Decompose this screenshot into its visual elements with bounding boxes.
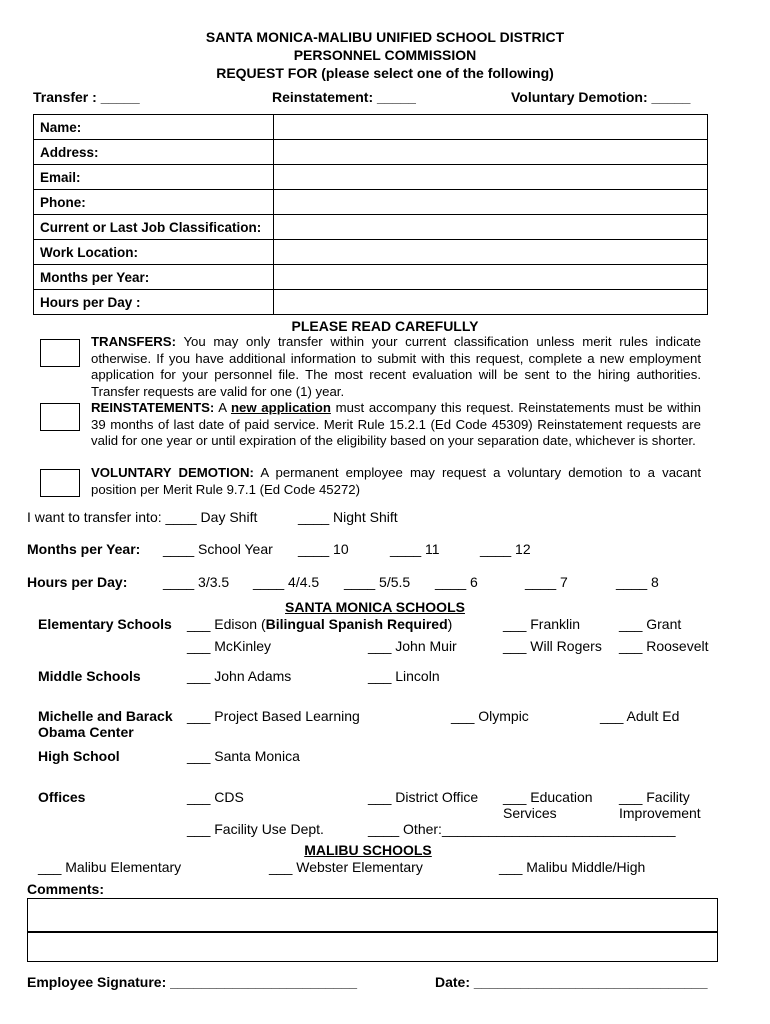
employee-signature-field[interactable]: Employee Signature: ________________________	[27, 974, 358, 990]
table-row	[34, 165, 708, 190]
email-field[interactable]	[274, 165, 708, 190]
john-muir-option[interactable]: ___ John Muir	[368, 638, 457, 654]
work-location-field[interactable]	[274, 240, 708, 265]
email-label: Email:	[34, 165, 274, 190]
edison-bilingual: Bilingual Spanish Required	[265, 616, 448, 632]
months-field[interactable]	[274, 265, 708, 290]
work-location-label: Work Location:	[34, 240, 274, 265]
education-services-option[interactable]: ___ Education	[503, 789, 593, 805]
months-label: Months per Year:	[34, 265, 274, 290]
transfers-heading: TRANSFERS:	[91, 334, 176, 349]
webster-elementary-option[interactable]: ___ Webster Elementary	[269, 859, 423, 875]
project-based-learning-option[interactable]: ___ Project Based Learning	[187, 708, 360, 724]
roosevelt-option[interactable]: ___ Roosevelt	[619, 638, 709, 654]
table-row	[34, 215, 708, 240]
edison-post: )	[447, 616, 453, 632]
table-row	[34, 190, 708, 215]
months-11-option[interactable]: ____ 11	[390, 541, 440, 557]
reinstatements-heading: REINSTATEMENTS:	[91, 400, 215, 415]
table-row	[34, 140, 708, 165]
transfer-option[interactable]: Transfer : _____	[33, 89, 140, 105]
read-carefully-heading: PLEASE READ CAREFULLY	[291, 318, 479, 334]
name-label: Name:	[34, 115, 274, 140]
transfers-paragraph	[91, 334, 701, 400]
offices-label: Offices	[38, 789, 86, 805]
middle-schools-label: Middle Schools	[38, 668, 141, 684]
hours-field[interactable]	[274, 290, 708, 315]
edison-pre: ___ Edison (	[187, 616, 266, 632]
malibu-middle-high-option[interactable]: ___ Malibu Middle/High	[499, 859, 646, 875]
school-year-option[interactable]: ____ School Year	[163, 541, 273, 557]
table-row	[34, 290, 708, 315]
demotion-checkbox[interactable]	[40, 469, 80, 497]
hours-per-day-label: Hours per Day:	[27, 574, 128, 590]
request-title: REQUEST FOR (please select one of the following)	[216, 65, 554, 81]
hours-4-option[interactable]: ____ 4/4.5	[253, 574, 320, 590]
transfers-text: You may only transfer within your current classification unless merit rules indicate otherwise. If you have additional information to submit with this request, complete a new employment application for your personnel file. The most recent evaluation will be sent to the hiring authorities. Transfer requests are valid for one (1) year.	[91, 334, 701, 399]
table-row	[34, 240, 708, 265]
hours-6-option[interactable]: ____ 6	[435, 574, 478, 590]
adult-ed-option[interactable]: ___ Adult Ed	[600, 708, 680, 724]
facility-improvement-label-2: Improvement	[619, 805, 701, 821]
malibu-elementary-option[interactable]: ___ Malibu Elementary	[38, 859, 182, 875]
hours-3-option[interactable]: ____ 3/3.5	[163, 574, 230, 590]
district-title: SANTA MONICA-MALIBU UNIFIED SCHOOL DISTRICT	[205, 29, 565, 45]
date-field[interactable]: Date: ______________________________	[435, 974, 708, 990]
commission-title: PERSONNEL COMMISSION	[293, 47, 477, 63]
olympic-option[interactable]: ___ Olympic	[451, 708, 529, 724]
months-per-year-label: Months per Year:	[27, 541, 141, 557]
district-office-option[interactable]: ___ District Office	[368, 789, 479, 805]
reinstatements-text: must accompany this request. Reinstatements must be within 39 months of last date of paid service. Merit Rule 15.2.1 (Ed Code 45309) Reinstatement requests are valid for one year or until expiration of the eligibility based on your separation date, whichever is shorter.	[91, 400, 701, 448]
santa-monica-heading: SANTA MONICA SCHOOLS	[285, 599, 465, 615]
employee-info-table	[33, 114, 708, 315]
demotion-text: A permanent employee may request a voluntary demotion to a vacant position per Merit Rule 9.7.1 (Ed Code 45272)	[91, 465, 701, 497]
lincoln-option[interactable]: ___ Lincoln	[368, 668, 440, 684]
john-adams-option[interactable]: ___ John Adams	[187, 668, 292, 684]
address-field[interactable]	[274, 140, 708, 165]
address-label: Address:	[34, 140, 274, 165]
edison-option[interactable]	[187, 616, 452, 632]
reinstatement-option[interactable]: Reinstatement: _____	[272, 89, 416, 105]
reinstatement-checkbox[interactable]	[40, 403, 80, 431]
hours-7-option[interactable]: ____ 7	[525, 574, 568, 590]
will-rogers-option[interactable]: ___ Will Rogers	[503, 638, 602, 654]
obama-center-label-2: Obama Center	[38, 724, 134, 740]
demotion-heading: VOLUNTARY DEMOTION:	[91, 465, 254, 480]
other-office-option[interactable]: ____ Other:______________________________	[368, 821, 676, 837]
table-row	[34, 115, 708, 140]
education-services-label-2: Services	[503, 805, 557, 821]
transfer-checkbox[interactable]	[40, 339, 80, 367]
hours-8-option[interactable]: ____ 8	[616, 574, 659, 590]
grant-option[interactable]: ___ Grant	[619, 616, 682, 632]
day-shift-option[interactable]: I want to transfer into: ____ Day Shift	[27, 509, 258, 525]
demotion-option[interactable]: Voluntary Demotion: _____	[511, 89, 691, 105]
months-10-option[interactable]: ____ 10	[298, 541, 349, 557]
hours-5-option[interactable]: ____ 5/5.5	[344, 574, 411, 590]
franklin-option[interactable]: ___ Franklin	[503, 616, 581, 632]
new-application-link[interactable]: new application	[231, 400, 331, 415]
table-row	[34, 265, 708, 290]
cds-option[interactable]: ___ CDS	[187, 789, 244, 805]
months-12-option[interactable]: ____ 12	[480, 541, 531, 557]
malibu-heading: MALIBU SCHOOLS	[304, 842, 432, 858]
facility-improvement-option[interactable]: ___ Facility	[619, 789, 690, 805]
reinstatements-pre: A	[214, 400, 231, 415]
elementary-label: Elementary Schools	[38, 616, 172, 632]
facility-use-option[interactable]: ___ Facility Use Dept.	[187, 821, 324, 837]
phone-label: Phone:	[34, 190, 274, 215]
comments-line-1[interactable]	[27, 898, 718, 933]
mckinley-option[interactable]: ___ McKinley	[187, 638, 272, 654]
high-school-label: High School	[38, 748, 120, 764]
night-shift-option[interactable]: ____ Night Shift	[298, 509, 398, 525]
job-classification-field[interactable]	[274, 215, 708, 240]
demotion-paragraph	[91, 465, 701, 498]
comments-label: Comments:	[27, 881, 105, 897]
name-field[interactable]	[274, 115, 708, 140]
job-classification-label: Current or Last Job Classification:	[34, 215, 274, 240]
reinstatements-paragraph	[91, 400, 701, 450]
santa-monica-high-option[interactable]: ___ Santa Monica	[187, 748, 300, 764]
obama-center-label-1: Michelle and Barack	[38, 708, 173, 724]
comments-line-2[interactable]	[27, 931, 718, 962]
hours-label: Hours per Day :	[34, 290, 274, 315]
phone-field[interactable]	[274, 190, 708, 215]
